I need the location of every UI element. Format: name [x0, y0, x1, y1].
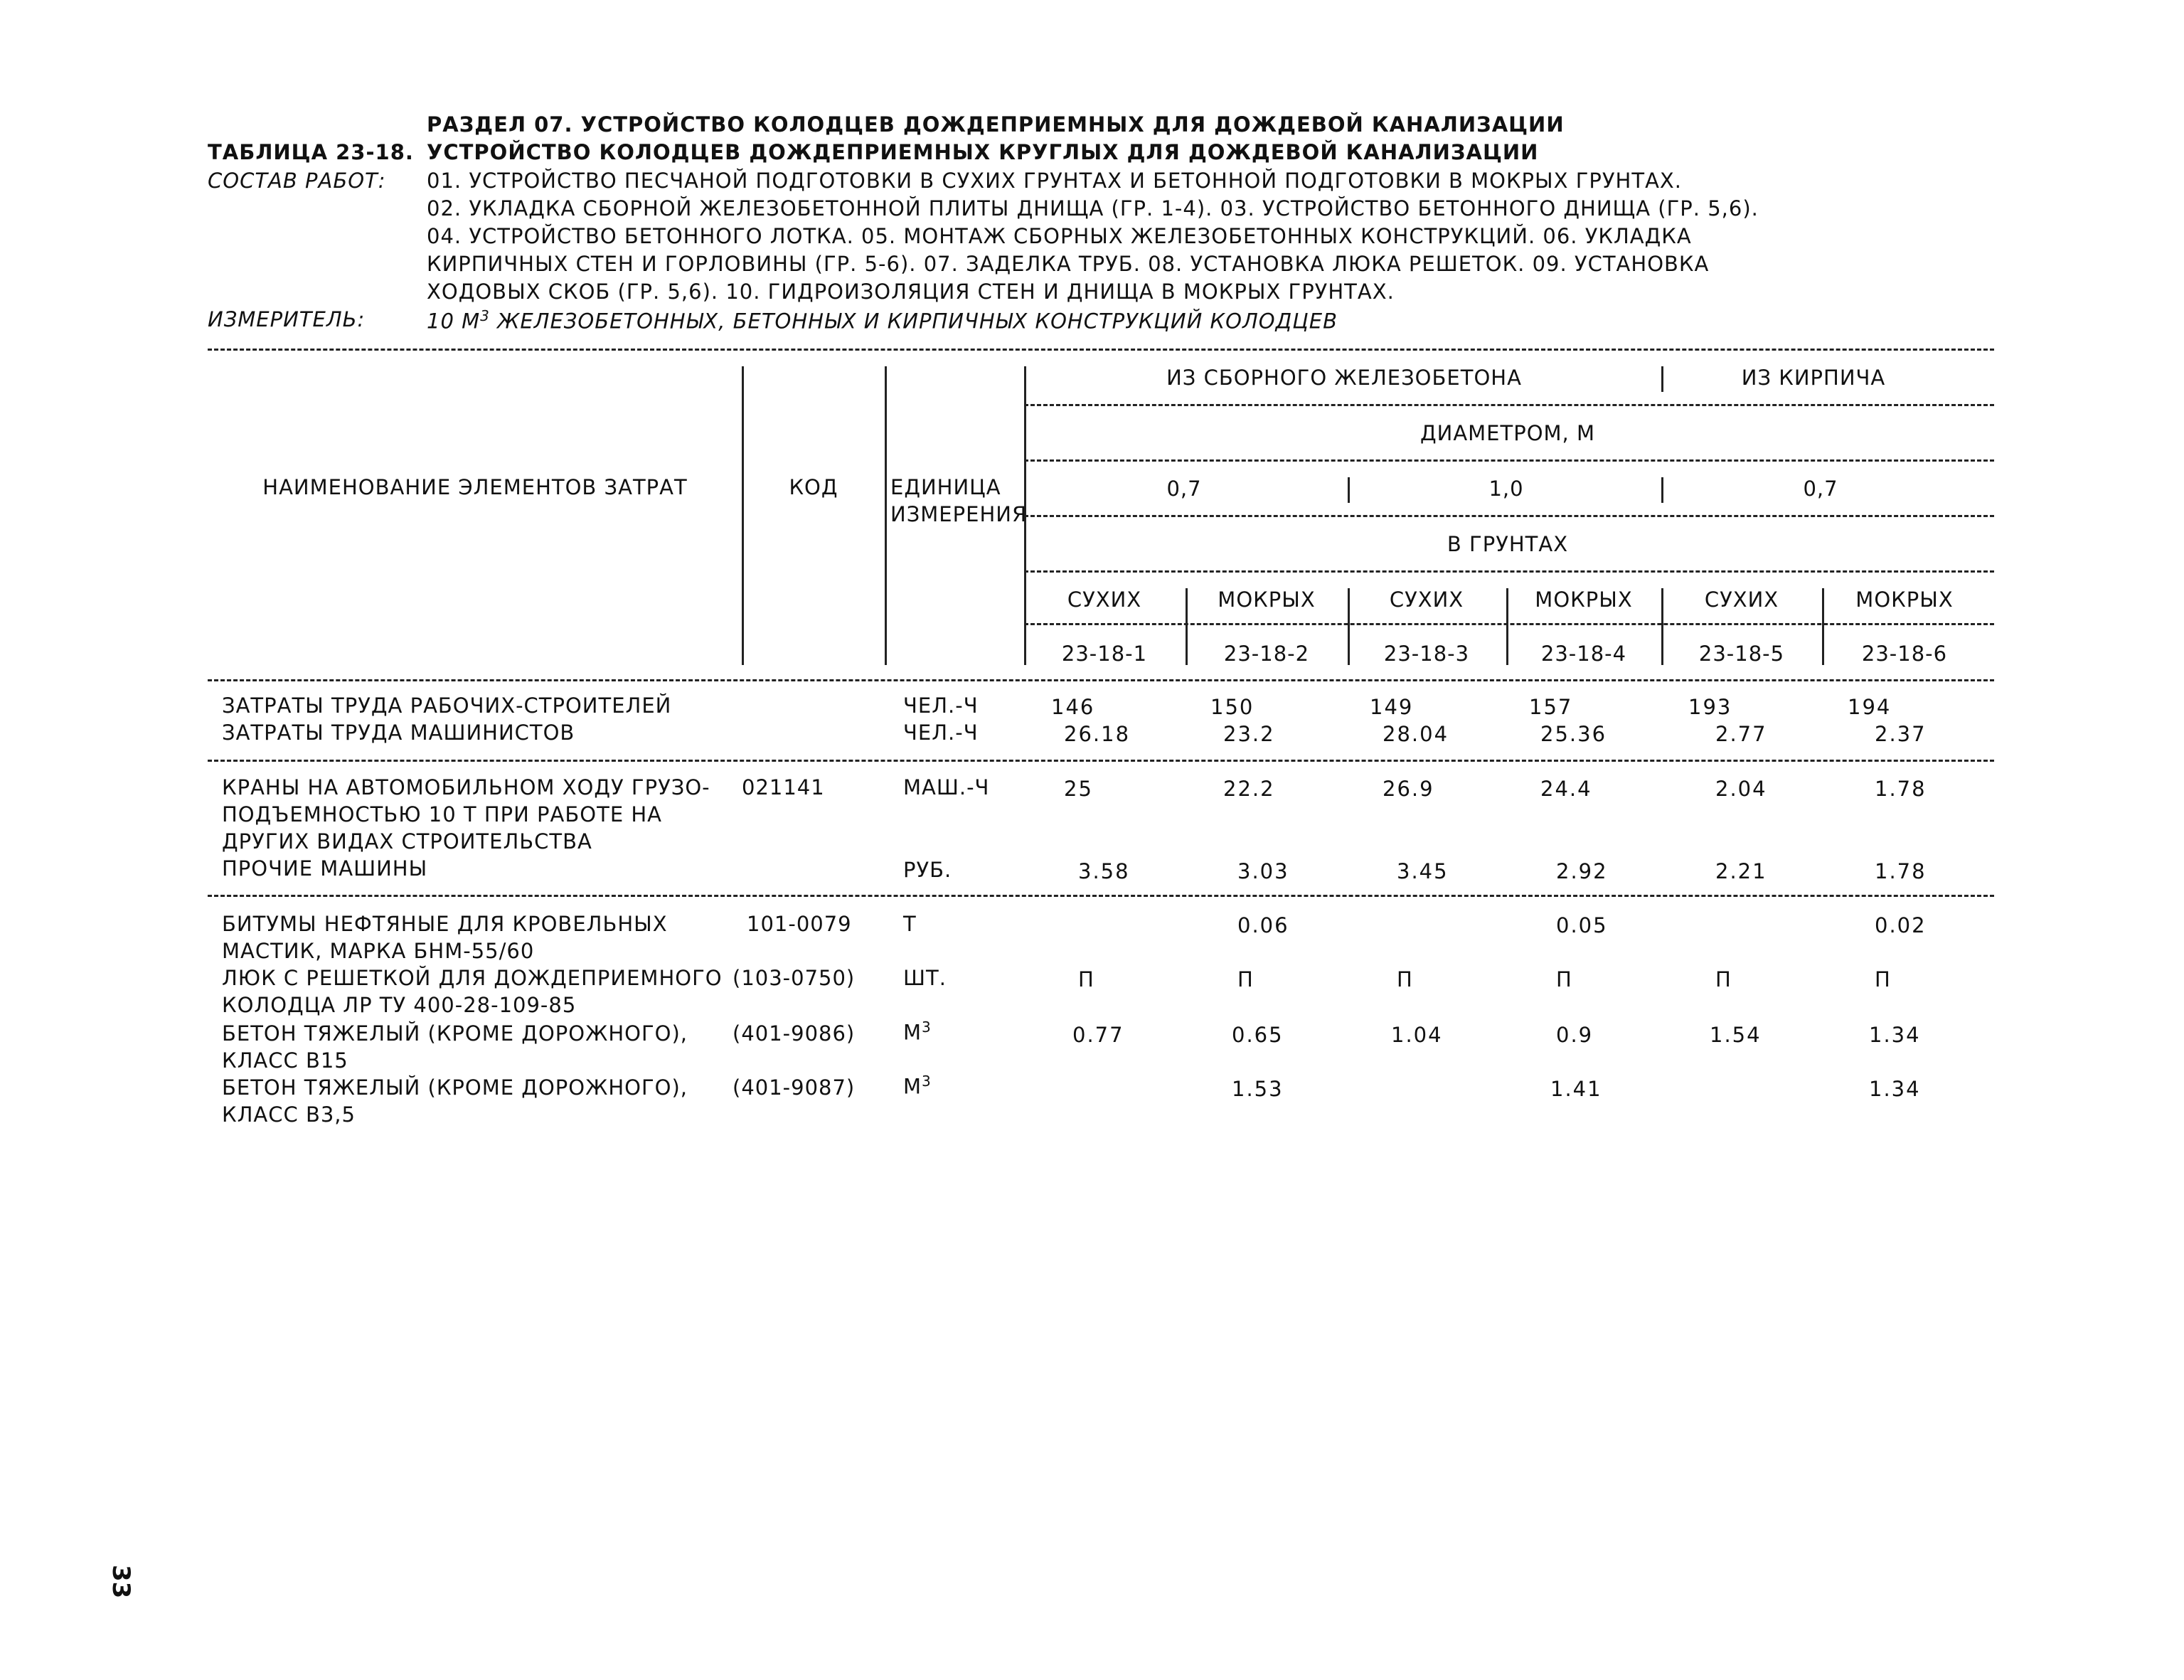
row-unit: $М^3$ [903, 1073, 932, 1099]
measure-text: 10 $М^3$ ЖЕЛЕЗОБЕТОННЫХ, БЕТОННЫХ И КИРПИЧНЫХ КОНСТРУКЦИЙ КОЛОДЦЕВ [427, 307, 1338, 334]
group-rule [208, 760, 1994, 762]
cell-value: 1.78 [1875, 777, 1927, 801]
row-name: БЕТОН ТЯЖЕЛЫЙ (КРОМЕ ДОРОЖНОГО), [222, 1021, 688, 1046]
group-header-concrete: ИЗ СБОРНОГО ЖЕЛЕЗОБЕТОНА [1166, 366, 1522, 390]
header-rule [1024, 623, 1994, 625]
row-name: ЗАТРАТЫ ТРУДА МАШИНИСТОВ [222, 721, 575, 745]
header-rule [1024, 404, 1994, 406]
cell-value: 0.05 [1556, 913, 1608, 937]
col-separator [1348, 588, 1350, 665]
cell-value: 1.78 [1875, 859, 1927, 883]
col-separator [1661, 477, 1663, 503]
soil-header: СУХИХ [1067, 588, 1142, 612]
row-code: (401-9087) [733, 1075, 856, 1100]
table-label: ТАБЛИЦА 23-18. [208, 140, 414, 164]
cell-value: 0.02 [1875, 913, 1927, 937]
work-label: СОСТАВ РАБОТ: [208, 169, 386, 193]
work-line: 02. УКЛАДКА СБОРНОЙ ЖЕЛЕЗОБЕТОННОЙ ПЛИТЫ ДНИЩА (ГР. 1-4). 03. УСТРОЙСТВО БЕТОННОГО ДНИЩА (ГР. 5,6). [427, 196, 1759, 220]
col-separator [1661, 366, 1663, 392]
section-title: РАЗДЕЛ 07. УСТРОЙСТВО КОЛОДЦЕВ ДОЖДЕПРИЕМНЫХ ДЛЯ ДОЖДЕВОЙ КАНАЛИЗАЦИИ [427, 112, 1565, 137]
soils-header: В ГРУНТАХ [1447, 532, 1569, 556]
cell-value: 25 [1064, 777, 1093, 801]
cell-value: П [1556, 967, 1573, 991]
cell-value: П [1078, 967, 1095, 991]
cell-value: П [1715, 967, 1732, 991]
row-code: (401-9086) [733, 1021, 856, 1046]
cell-value: 25.36 [1540, 722, 1607, 746]
group-rule [208, 895, 1994, 897]
cell-value: 1.41 [1550, 1077, 1602, 1101]
cell-value: 149 [1370, 695, 1414, 719]
col-header-name: НАИМЕНОВАНИЕ ЭЛЕМЕНТОВ ЗАТРАТ [262, 475, 688, 499]
row-code: (103-0750) [733, 966, 856, 990]
cell-value: 28.04 [1383, 722, 1449, 746]
cell-value: 26.18 [1064, 722, 1131, 746]
row-unit: МАШ.-Ч [903, 775, 990, 799]
cell-value: П [1237, 967, 1255, 991]
col-header-unit: ЕДИНИЦА [890, 475, 1001, 499]
col-separator [1348, 477, 1350, 503]
column-code: 23-18-6 [1861, 642, 1948, 666]
group-header-brick: ИЗ КИРПИЧА [1741, 366, 1886, 390]
cell-value: 2.37 [1875, 722, 1927, 746]
col-separator [1186, 588, 1188, 665]
row-name: КОЛОДЦА ЛР ТУ 400-28-109-85 [222, 993, 577, 1017]
cell-value: 3.45 [1397, 859, 1449, 883]
col-header-code: КОД [789, 475, 838, 499]
cell-value: 2.77 [1715, 722, 1767, 746]
soil-header: МОКРЫХ [1855, 588, 1954, 612]
row-unit: Т [903, 912, 917, 936]
header-rule [1024, 515, 1994, 517]
col-separator [742, 366, 744, 665]
column-code: 23-18-3 [1383, 642, 1470, 666]
row-name: БЕТОН ТЯЖЕЛЫЙ (КРОМЕ ДОРОЖНОГО), [222, 1075, 688, 1100]
col-separator [1661, 588, 1663, 665]
work-line: КИРПИЧНЫХ СТЕН И ГОРЛОВИНЫ (ГР. 5-6). 07. ЗАДЕЛКА ТРУБ. 08. УСТАНОВКА ЛЮКА РЕШЕТОК. 09. УСТАНОВКА [427, 252, 1710, 276]
cell-value: 0.9 [1556, 1023, 1594, 1047]
row-unit: ШТ. [903, 966, 947, 990]
cell-value: 3.03 [1237, 859, 1289, 883]
cell-value: 23.2 [1223, 722, 1275, 746]
header-rule [1024, 570, 1994, 573]
soil-header: СУХИХ [1389, 588, 1464, 612]
diameter-value: 0,7 [1166, 477, 1202, 501]
table-top-rule [208, 349, 1994, 351]
col-separator [885, 366, 887, 665]
cell-value: П [1875, 967, 1892, 991]
cell-value: 1.54 [1710, 1023, 1762, 1047]
row-name: МАСТИК, МАРКА БНМ-55/60 [222, 939, 535, 963]
row-unit: ЧЕЛ.-Ч [903, 721, 979, 745]
cell-value: 2.04 [1715, 777, 1767, 801]
cell-value: 1.53 [1232, 1077, 1284, 1101]
cell-value: 0.65 [1232, 1023, 1284, 1047]
column-code: 23-18-4 [1540, 642, 1627, 666]
cell-value: 0.77 [1072, 1023, 1124, 1047]
table-title: УСТРОЙСТВО КОЛОДЦЕВ ДОЖДЕПРИЕМНЫХ КРУГЛЫХ ДЛЯ ДОЖДЕВОЙ КАНАЛИЗАЦИИ [427, 140, 1539, 164]
row-name: ЛЮК С РЕШЕТКОЙ ДЛЯ ДОЖДЕПРИЕМНОГО [222, 966, 723, 990]
row-name: КЛАСС В3,5 [222, 1102, 356, 1127]
row-unit: ЧЕЛ.-Ч [903, 693, 979, 718]
work-line: 01. УСТРОЙСТВО ПЕСЧАНОЙ ПОДГОТОВКИ В СУХИХ ГРУНТАХ И БЕТОННОЙ ПОДГОТОВКИ В МОКРЫХ ГРУНТАХ. [427, 169, 1682, 193]
row-name: ЗАТРАТЫ ТРУДА РАБОЧИХ-СТРОИТЕЛЕЙ [222, 693, 672, 718]
cell-value: 2.92 [1556, 859, 1608, 883]
row-name: ДРУГИХ ВИДАХ СТРОИТЕЛЬСТВА [222, 829, 592, 854]
row-name: ПРОЧИЕ МАШИНЫ [222, 856, 428, 881]
diameter-value: 0,7 [1803, 477, 1838, 501]
cell-value: 146 [1051, 695, 1095, 719]
cell-value: 26.9 [1383, 777, 1434, 801]
row-name: КЛАСС В15 [222, 1048, 348, 1073]
row-code: 021141 [742, 775, 825, 799]
diameter-value: 1,0 [1488, 477, 1524, 501]
col-header-unit: ИЗМЕРЕНИЯ [890, 502, 1028, 526]
cell-value: 1.34 [1869, 1077, 1921, 1101]
row-unit: РУБ. [903, 858, 952, 882]
cell-value: 24.4 [1540, 777, 1592, 801]
cell-value: 2.21 [1715, 859, 1767, 883]
cell-value: 3.58 [1078, 859, 1130, 883]
header-bottom-rule [208, 679, 1994, 681]
soil-header: СУХИХ [1704, 588, 1779, 612]
col-separator [1506, 588, 1508, 665]
row-unit: $М^3$ [903, 1019, 932, 1045]
column-code: 23-18-5 [1698, 642, 1785, 666]
header-rule [1024, 459, 1994, 462]
cell-value: 194 [1848, 695, 1892, 719]
page-number: 33 [107, 1565, 135, 1599]
cell-value: П [1397, 967, 1414, 991]
row-name: БИТУМЫ НЕФТЯНЫЕ ДЛЯ КРОВЕЛЬНЫХ [222, 912, 668, 936]
cell-value: 0.06 [1237, 913, 1289, 937]
column-code: 23-18-2 [1223, 642, 1310, 666]
row-code: 101-0079 [747, 912, 852, 936]
work-line: 04. УСТРОЙСТВО БЕТОННОГО ЛОТКА. 05. МОНТАЖ СБОРНЫХ ЖЕЛЕЗОБЕТОННЫХ КОНСТРУКЦИЙ. 06. УКЛАДКА [427, 224, 1692, 248]
cell-value: 150 [1210, 695, 1255, 719]
cell-value: 157 [1529, 695, 1573, 719]
row-name: КРАНЫ НА АВТОМОБИЛЬНОМ ХОДУ ГРУЗО- [222, 775, 710, 799]
column-code: 23-18-1 [1061, 642, 1148, 666]
cell-value: 193 [1688, 695, 1732, 719]
measure-label: ИЗМЕРИТЕЛЬ: [208, 307, 366, 331]
diameter-header: ДИАМЕТРОМ, М [1419, 421, 1596, 445]
cell-value: 1.34 [1869, 1023, 1921, 1047]
soil-header: МОКРЫХ [1535, 588, 1633, 612]
row-name: ПОДЪЕМНОСТЬЮ 10 Т ПРИ РАБОТЕ НА [222, 802, 663, 826]
cell-value: 22.2 [1223, 777, 1275, 801]
col-separator [1822, 588, 1824, 665]
cell-value: 1.04 [1391, 1023, 1443, 1047]
work-line: ХОДОВЫХ СКОБ (ГР. 5,6). 10. ГИДРОИЗОЛЯЦИЯ СТЕН И ДНИЩА В МОКРЫХ ГРУНТАХ. [427, 280, 1395, 304]
soil-header: МОКРЫХ [1218, 588, 1316, 612]
